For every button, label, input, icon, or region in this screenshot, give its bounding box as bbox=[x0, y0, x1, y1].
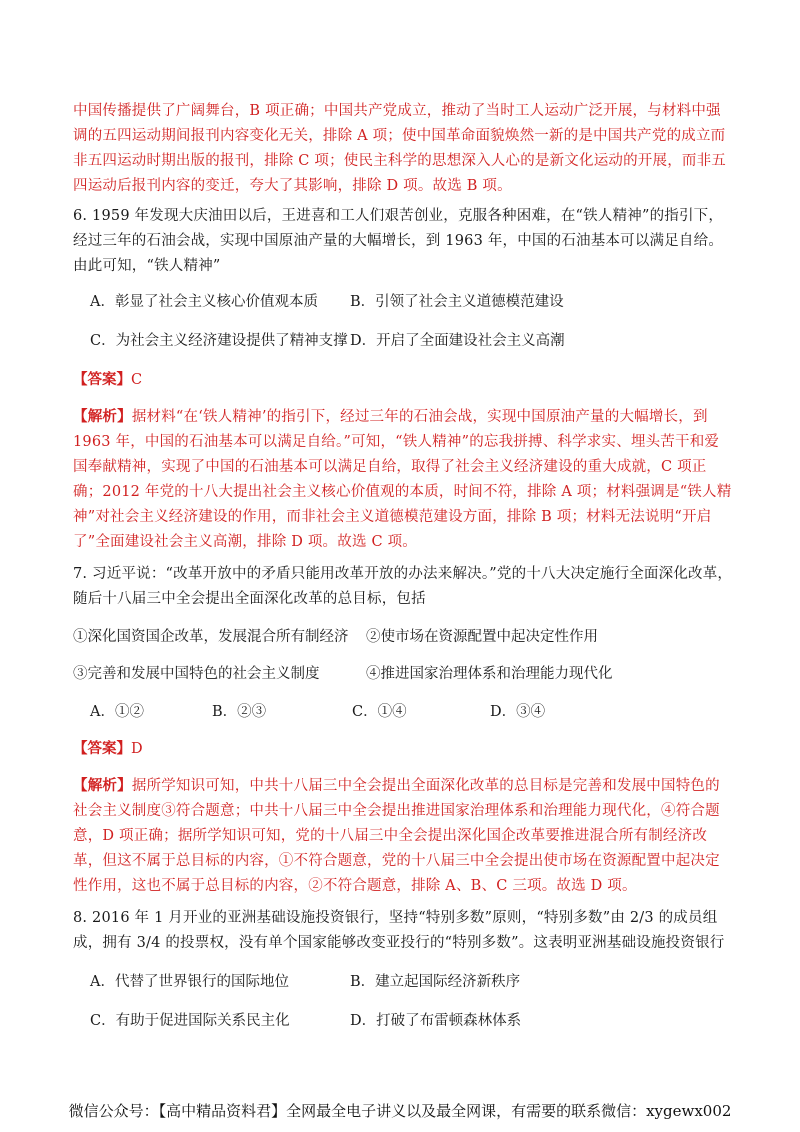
q6-option-c: C．为社会主义经济建设提供了精神支撑 bbox=[90, 333, 348, 349]
q6-explanation-tag: 【解析】 bbox=[73, 408, 132, 425]
q8-option-c: C．有助于促进国际关系民主化 bbox=[90, 1013, 290, 1029]
q6-option-b: B．引领了社会主义道德模范建设 bbox=[350, 294, 564, 310]
q7-option-c: C．①④ bbox=[352, 704, 407, 720]
q7-answer-value: D bbox=[131, 741, 143, 757]
q6-option-d: D．开启了全面建设社会主义高潮 bbox=[350, 333, 565, 349]
previous-explanation-continuation: 中国传播提供了广阔舞台，B 项正确；中国共产党成立，推动了当时工人运动广泛开展，与材料中强调的五四运动期间报刊内容变化无关，排除 A 项；使中国革命面貌焕然一新的是中国共产党的成立而非五四运动时期出版的报刊，排除 C 项；使民主科学的思想深入人心的是新文化运动的开展，而非五四运动后报刊内容的变迁，夸大了其影响，排除 D 项。故选 B 项。 bbox=[73, 103, 727, 194]
q7-answer-tag: 【答案】 bbox=[73, 740, 131, 757]
q8-option-b: B．建立起国际经济新秩序 bbox=[350, 974, 521, 990]
footer-promo: 微信公众号：【高中精品资料君】全网最全电子讲义以及最全网课，有需要的联系微信：xygewx002 bbox=[68, 1102, 732, 1120]
q7-item-3: ③完善和发展中国特色的社会主义制度 bbox=[73, 666, 320, 682]
question-6-stem: 6. 1959 年发现大庆油田以后，王进喜和工人们艰苦创业，克服各种困难，在“铁人精神”的指引下，经过三年的石油会战，实现中国原油产量的大幅增长，到 1963 年，中国的石油基本可以满足自给。由此可知，“铁人精神” bbox=[73, 208, 724, 274]
question-8-stem: 8. 2016 年 1 月开业的亚洲基础设施投资银行，坚持“特别多数”原则，“特别多数”由 2/3 的成员组成，拥有 3/4 的投票权，没有单个国家能够改变亚投行的“特别多数”。这表明亚洲基础设施投资银行 bbox=[73, 910, 725, 951]
q7-explanation-tag: 【解析】 bbox=[73, 777, 132, 794]
q7-option-b: B．②③ bbox=[212, 704, 267, 720]
q6-answer-tag: 【答案】 bbox=[73, 371, 131, 388]
q8-option-d: D．打破了布雷顿森林体系 bbox=[350, 1013, 522, 1029]
q8-option-a: A．代替了世界银行的国际地位 bbox=[90, 974, 289, 990]
q6-answer bbox=[73, 369, 142, 391]
q7-item-2: ②使市场在资源配置中起决定性作用 bbox=[366, 629, 598, 645]
question-7-stem: 7. 习近平说：“改革开放中的矛盾只能用改革开放的办法来解决。”党的十八大决定施行全面深化改革，随后十八届三中全会提出全面深化改革的总目标，包括 bbox=[73, 566, 733, 607]
q6-explanation bbox=[73, 404, 733, 555]
q7-explanation-text: 据所学知识可知，中共十八届三中全会提出全面深化改革的总目标是完善和发展中国特色的社会主义制度③符合题意；中共十八届三中全会提出推进国家治理体系和治理能力现代化，④符合题意，D 项正确；据所学知识可知，党的十八届三中全会提出深化国企改革要推进混合所有制经济改革，但这不属于总目标的内容，①不符合题意，党的十八届三中全会提出使市场在资源配置中起决定性作用，这也不属于总目标的内容，②不符合题意，排除 A、B、C 三项。故选 D 项。 bbox=[73, 778, 720, 894]
q6-option-a: A．彰显了社会主义核心价值观本质 bbox=[90, 294, 318, 310]
q7-answer bbox=[73, 738, 143, 760]
q7-explanation bbox=[73, 773, 733, 899]
q7-item-1: ①深化国资国企改革，发展混合所有制经济 bbox=[73, 629, 349, 645]
q7-option-d: D．③④ bbox=[490, 704, 546, 720]
q6-explanation-text: 据材料“在‘铁人精神’的指引下，经过三年的石油会战，实现中国原油产量的大幅增长，到 1963 年，中国的石油基本可以满足自给。”可知，“铁人精神”的忘我拼搏、科学求实、埋头苦干和爱国奉献精神，实现了中国的石油基本可以满足自给，取得了社会主义经济建设的重大成就，C 项正确；2012 年党的十八大提出社会主义核心价值观的本质，时间不符，排除 A 项；材料强调是“铁人精神”对社会主义经济建设的作用，而非社会主义道德模范建设方面，排除 B 项；材料无法说明“开启了”全面建设社会主义高潮，排除 D 项。故选 C 项。 bbox=[73, 409, 732, 550]
q7-option-a: A．①② bbox=[90, 704, 144, 720]
q6-answer-value: C bbox=[131, 372, 143, 388]
q7-item-4: ④推进国家治理体系和治理能力现代化 bbox=[366, 666, 613, 682]
